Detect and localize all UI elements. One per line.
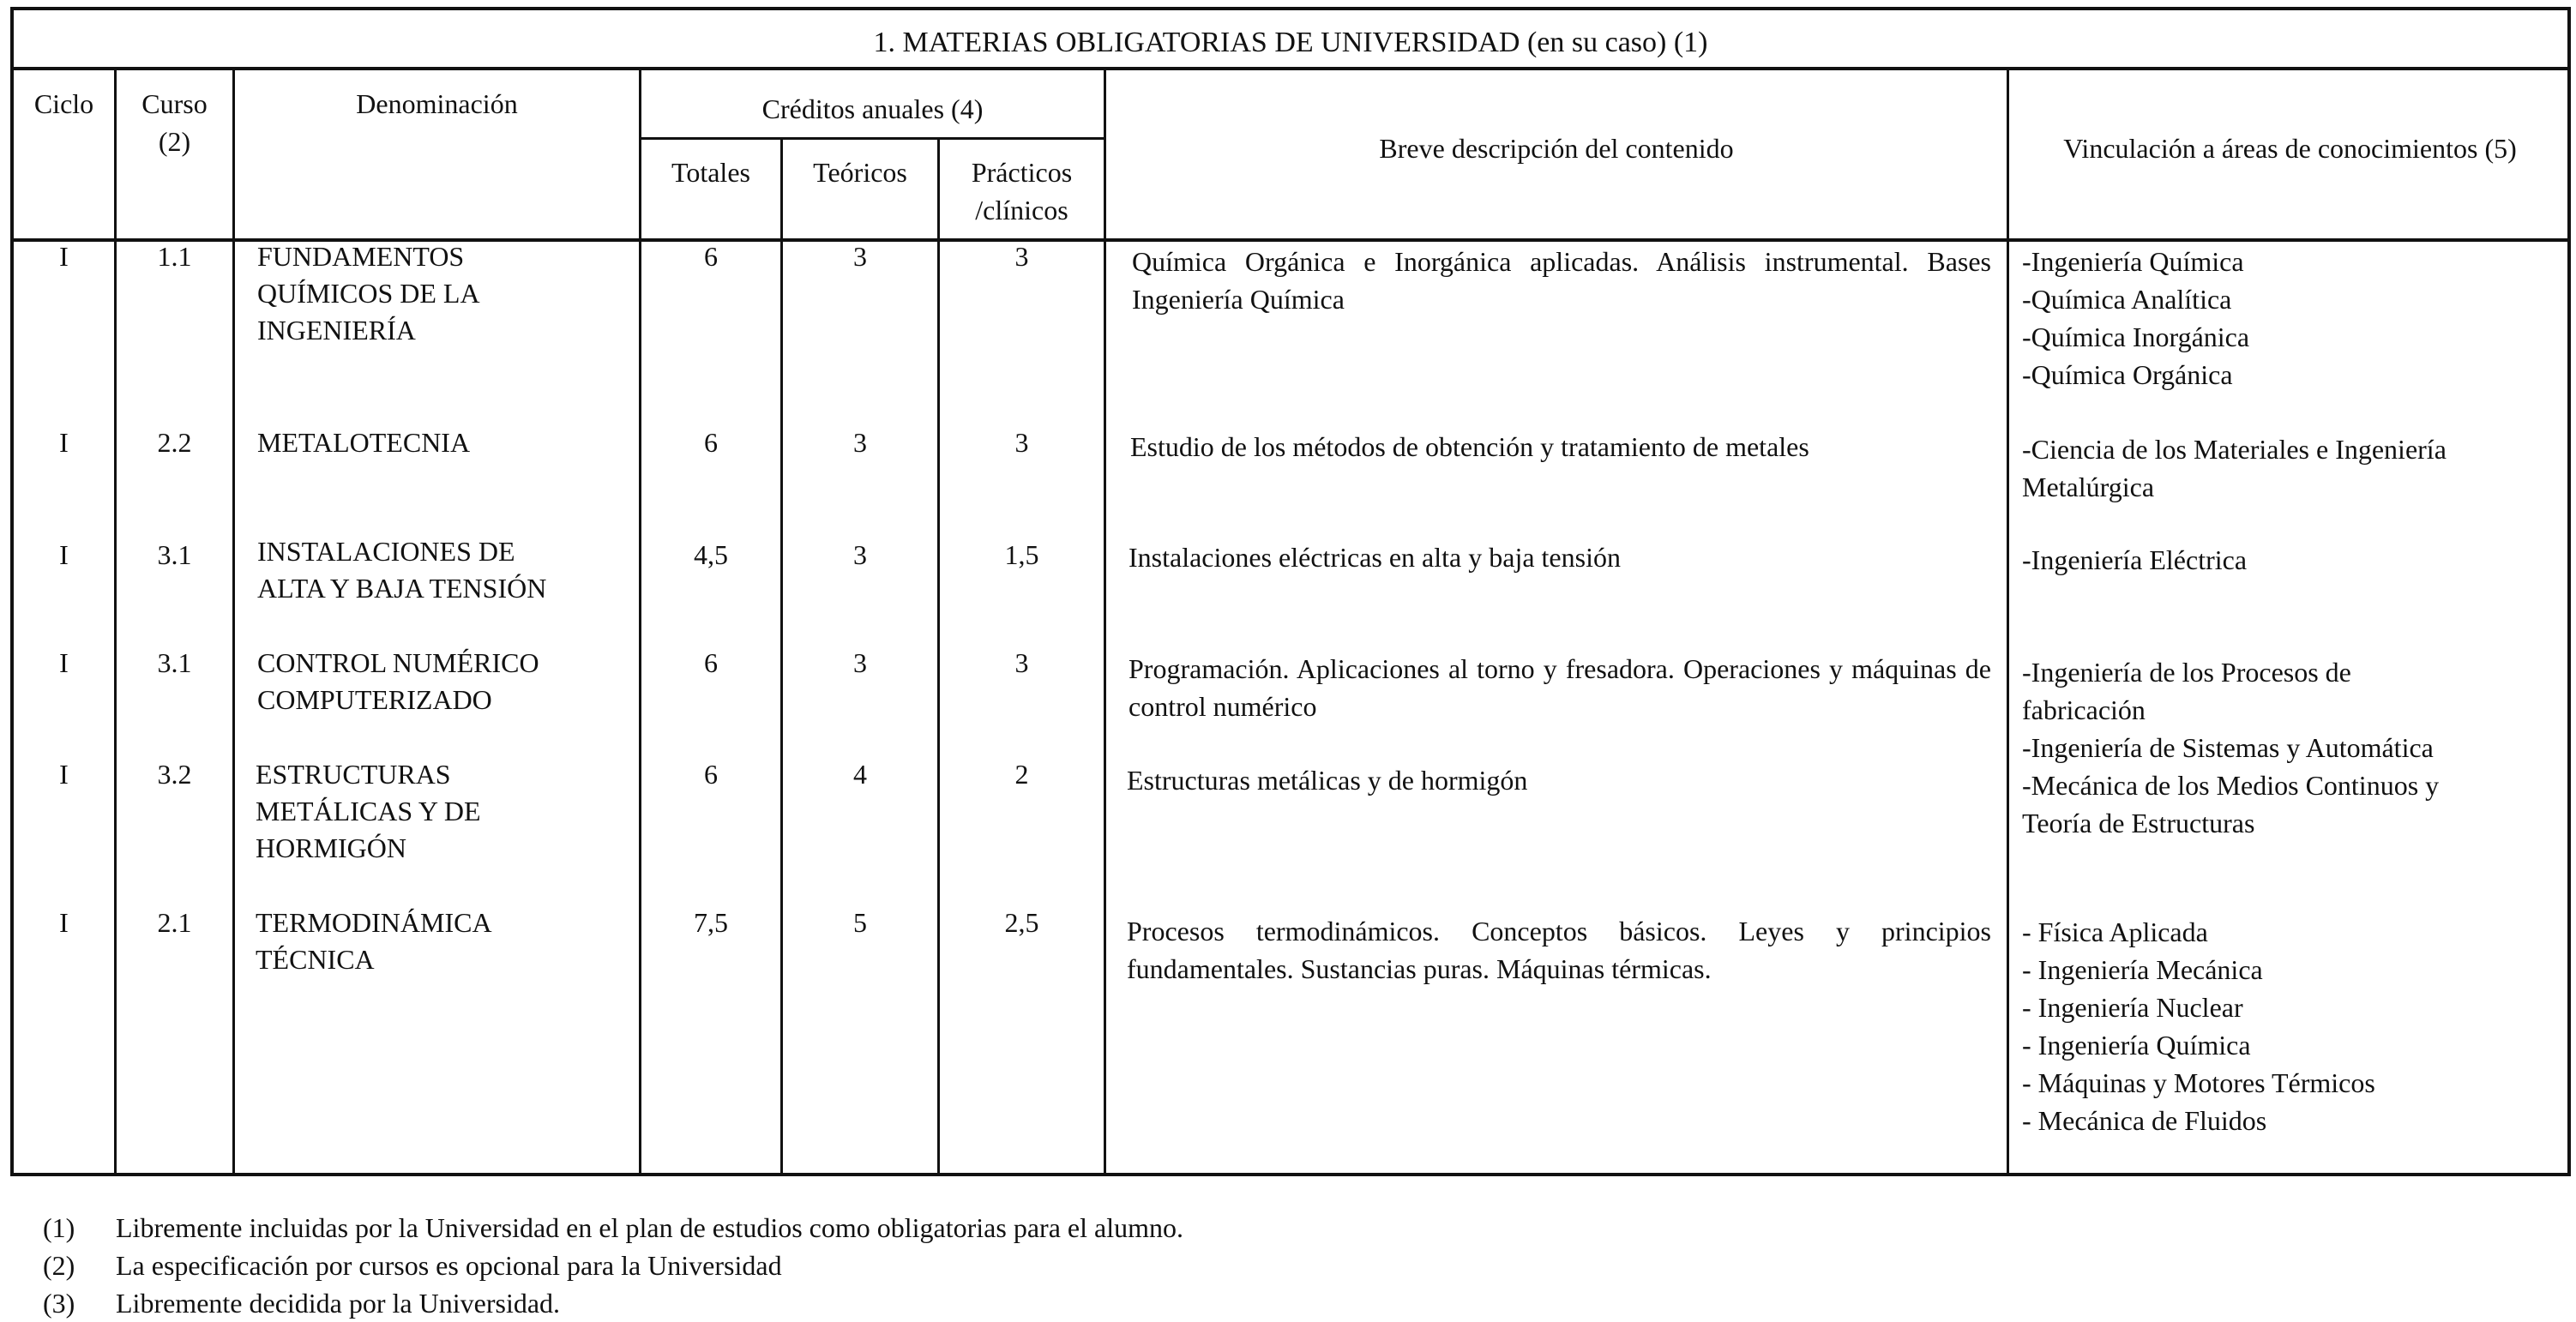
credits-subheader-divider bbox=[641, 137, 1106, 140]
cell-totales: 6 bbox=[704, 241, 718, 272]
cell-curso: 3.2 bbox=[157, 759, 192, 790]
cell-teoricos: 3 bbox=[853, 647, 867, 678]
cell-teoricos: 3 bbox=[853, 539, 867, 570]
area-item: -Mecánica de los Medios Continuos y bbox=[2022, 770, 2440, 801]
cell-descripcion: Programación. Aplicaciones al torno y fresadora. Operaciones y máquinas de control numérico bbox=[1129, 653, 1991, 722]
area-item: -Ciencia de los Materiales e Ingeniería bbox=[2022, 434, 2447, 465]
cell-ciclo: I bbox=[59, 907, 69, 938]
header-creditos: Créditos anuales (4) bbox=[761, 93, 984, 124]
cell-denominacion-line: INGENIERÍA bbox=[257, 315, 416, 346]
area-item: -Ingeniería Eléctrica bbox=[2022, 544, 2248, 575]
cell-curso: 2.1 bbox=[157, 907, 192, 938]
footnotes bbox=[43, 1209, 1183, 1322]
cell-denominacion-line: ESTRUCTURAS bbox=[256, 759, 451, 790]
cell-practicos: 1,5 bbox=[1004, 539, 1039, 570]
area-item: fabricación bbox=[2022, 694, 2146, 725]
cell-areas bbox=[2022, 766, 2439, 842]
cell-practicos: 3 bbox=[1014, 647, 1029, 678]
cell-descripcion: Química Orgánica e Inorgánica aplicadas. Análisis instrumental. Bases Ingeniería Química bbox=[1132, 246, 1991, 315]
cell-denominacion-line: INSTALACIONES DE bbox=[257, 536, 515, 567]
area-item: - Máquinas y Motores Térmicos bbox=[2022, 1067, 2375, 1098]
cell-curso: 3.1 bbox=[157, 539, 192, 570]
cell-totales: 6 bbox=[704, 759, 718, 790]
area-item: - Ingeniería Mecánica bbox=[2022, 954, 2263, 985]
cell-totales: 4,5 bbox=[694, 539, 728, 570]
cell-teoricos: 4 bbox=[853, 759, 867, 790]
footnote-text: Libremente incluidas por la Universidad en el plan de estudios como obligatorias para el alumno. bbox=[116, 1212, 1183, 1243]
cell-areas bbox=[2022, 913, 2375, 1139]
cell-denominacion-line: TERMODINÁMICA bbox=[256, 907, 492, 938]
cell-curso: 3.1 bbox=[157, 647, 192, 678]
area-item: Metalúrgica bbox=[2022, 472, 2155, 502]
cell-areas bbox=[2022, 243, 2249, 394]
cell-totales: 7,5 bbox=[694, 907, 728, 938]
cell-teoricos: 3 bbox=[853, 427, 867, 458]
area-item: -Ingeniería de Sistemas y Automática bbox=[2022, 732, 2434, 763]
area-item: - Ingeniería Química bbox=[2022, 1030, 2251, 1061]
cell-totales: 6 bbox=[704, 647, 718, 678]
cell-denominacion-line: METÁLICAS Y DE bbox=[256, 796, 481, 826]
cell-practicos: 3 bbox=[1014, 427, 1029, 458]
header-ciclo: Ciclo bbox=[33, 88, 94, 119]
area-item: -Química Inorgánica bbox=[2022, 321, 2250, 352]
header-vinculacion: Vinculación a áreas de conocimientos (5) bbox=[2063, 133, 2517, 164]
cell-descripcion: Instalaciones eléctricas en alta y baja tensión bbox=[1129, 542, 1621, 573]
cell-areas bbox=[2022, 653, 2434, 766]
footnote-text: Libremente decidida por la Universidad. bbox=[116, 1288, 561, 1319]
area-item: -Química Analítica bbox=[2022, 284, 2232, 315]
footnote-number: (1) bbox=[43, 1212, 75, 1243]
cell-ciclo: I bbox=[59, 427, 69, 458]
header-curso: Curso bbox=[141, 88, 208, 119]
cell-descripcion: Estudio de los métodos de obtención y tratamiento de metales bbox=[1130, 431, 1809, 462]
cell-denominacion-line: ALTA Y BAJA TENSIÓN bbox=[257, 573, 547, 604]
area-item: -Ingeniería Química bbox=[2022, 246, 2244, 277]
header-teoricos: Teóricos bbox=[813, 157, 907, 188]
cell-ciclo: I bbox=[59, 241, 69, 272]
col-divider-2 bbox=[232, 67, 235, 1176]
cell-ciclo: I bbox=[59, 647, 69, 678]
footnote bbox=[43, 1209, 1183, 1247]
cell-denominacion-line: TÉCNICA bbox=[256, 944, 375, 975]
footnote-number: (2) bbox=[43, 1250, 75, 1281]
cell-denominacion-line: METALOTECNIA bbox=[257, 427, 471, 458]
header-practicos: Prácticos bbox=[971, 157, 1073, 188]
area-item: -Química Orgánica bbox=[2022, 359, 2233, 390]
col-divider-1 bbox=[114, 67, 117, 1176]
cell-curso: 1.1 bbox=[157, 241, 192, 272]
cell-denominacion-line: QUÍMICOS DE LA bbox=[257, 278, 480, 309]
footnote-number: (3) bbox=[43, 1288, 75, 1319]
col-divider-3 bbox=[639, 67, 641, 1176]
area-item: -Ingeniería de los Procesos de bbox=[2022, 657, 2351, 688]
title-divider bbox=[10, 67, 2571, 70]
col-divider-7 bbox=[2007, 67, 2009, 1176]
header-descripcion: Breve descripción del contenido bbox=[1379, 133, 1734, 164]
header-practicos-clinicos: /clínicos bbox=[975, 195, 1068, 225]
footnote-text: La especificación por cursos es opcional para la Universidad bbox=[116, 1250, 782, 1281]
table-title: 1. MATERIAS OBLIGATORIAS DE UNIVERSIDAD (en su caso) (1) bbox=[873, 27, 1708, 58]
cell-curso: 2.2 bbox=[157, 427, 192, 458]
cell-ciclo: I bbox=[59, 759, 69, 790]
cell-denominacion-line: HORMIGÓN bbox=[256, 832, 406, 863]
cell-teoricos: 5 bbox=[853, 907, 867, 938]
area-item: - Ingeniería Nuclear bbox=[2022, 992, 2243, 1023]
cell-descripcion: Procesos termodinámicos. Conceptos básicos. Leyes y principios fundamentales. Sustancias puras. Máquinas térmicas. bbox=[1127, 916, 1991, 984]
cell-ciclo: I bbox=[59, 539, 69, 570]
cell-denominacion-line: CONTROL NUMÉRICO bbox=[257, 647, 539, 678]
cell-descripcion: Estructuras metálicas y de hormigón bbox=[1127, 765, 1528, 796]
cell-practicos: 2 bbox=[1014, 759, 1029, 790]
header-denominacion: Denominación bbox=[356, 88, 518, 119]
area-item: Teoría de Estructuras bbox=[2022, 808, 2255, 838]
col-divider-6 bbox=[1104, 67, 1106, 1176]
cell-practicos: 3 bbox=[1014, 241, 1029, 272]
cell-areas bbox=[2022, 541, 2247, 579]
area-item: - Física Aplicada bbox=[2022, 916, 2208, 947]
cell-denominacion-line: FUNDAMENTOS bbox=[257, 241, 465, 272]
footnote bbox=[43, 1284, 1183, 1322]
area-item: - Mecánica de Fluidos bbox=[2022, 1105, 2267, 1136]
cell-practicos: 2,5 bbox=[1004, 907, 1039, 938]
header-totales: Totales bbox=[671, 157, 750, 188]
cell-totales: 6 bbox=[704, 427, 718, 458]
footnote bbox=[43, 1247, 1183, 1284]
cell-teoricos: 3 bbox=[853, 241, 867, 272]
cell-denominacion-line: COMPUTERIZADO bbox=[257, 684, 492, 715]
cell-areas bbox=[2022, 430, 2447, 506]
header-curso-note: (2) bbox=[158, 126, 191, 157]
